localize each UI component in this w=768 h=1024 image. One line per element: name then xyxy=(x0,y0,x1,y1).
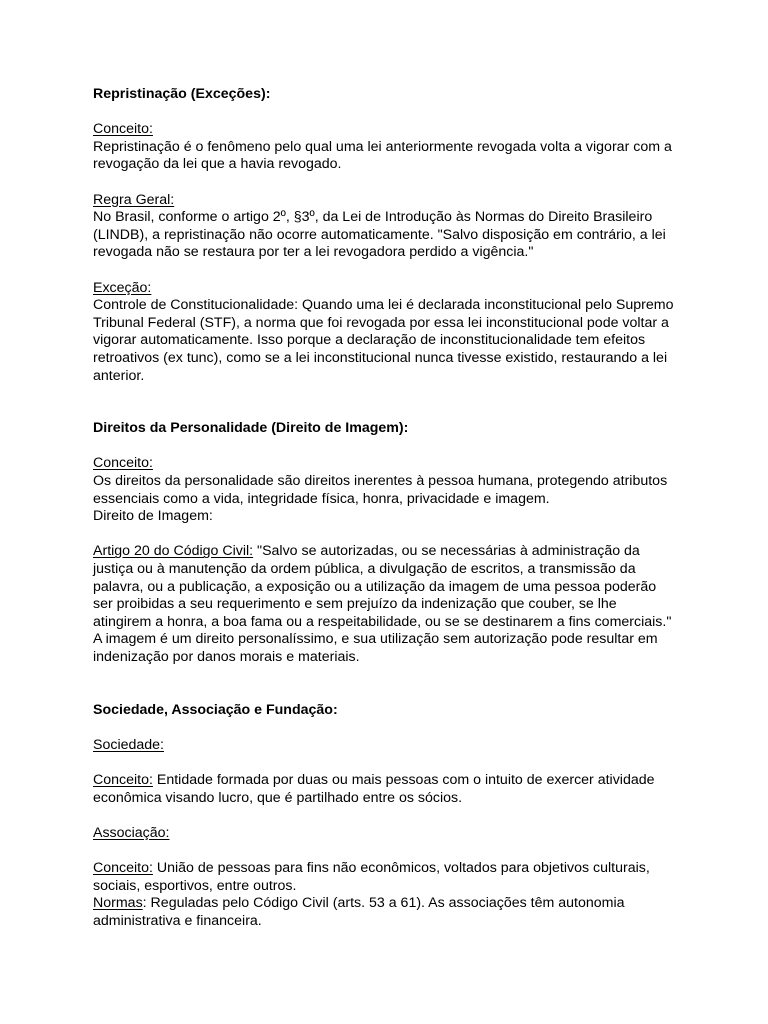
regra-geral-label: Regra Geral: xyxy=(93,191,175,208)
text-line: No Brasil, conforme o artigo 2º, §3º, da Lei de Introdução às Normas do Direito Brasileiro xyxy=(93,209,653,226)
text-line: econômica visando lucro, que é partilhado entre os sócios. xyxy=(93,789,463,806)
section-heading-sociedade-associacao-fundacao: Sociedade, Associação e Fundação: xyxy=(93,701,338,718)
text-line: retroativos (ex tunc), como se a lei inconstitucional nunca tivesse existido, restaurando a lei xyxy=(93,349,668,366)
text-line: administrativa e financeira. xyxy=(93,912,262,929)
normas-text: : Reguladas pelo Código Civil (arts. 53 a 61). As associações têm autonomia xyxy=(142,895,625,912)
text-line: palavra, ou a publicação, a exposição ou a utilização da imagem de uma pessoa poderão xyxy=(93,578,657,595)
text-line: indenização por danos morais e materiais. xyxy=(93,649,360,665)
normas-line xyxy=(93,895,673,913)
blank-line xyxy=(93,755,673,773)
text-line: essenciais como a vida, integridade física, honra, privacidade e imagem. xyxy=(93,490,550,507)
conceito-label: Conceito: xyxy=(93,121,153,138)
blank-line xyxy=(93,684,673,702)
text-line: sociais, esportivos, entre outros. xyxy=(93,877,297,894)
blank-line xyxy=(93,719,673,737)
text-line: Controle de Constitucionalidade: Quando uma lei é declarada inconstitucional pelo Supremo xyxy=(93,297,674,314)
artigo-20-text: "Salvo se autorizadas, ou se necessárias à administração da xyxy=(253,543,640,560)
document-body xyxy=(93,86,673,931)
excecao-label-line xyxy=(93,280,673,298)
text-line: A imagem é um direito personalíssimo, e sua utilização sem autorização pode resultar em xyxy=(93,631,658,648)
section-heading-direitos-personalidade: Direitos da Personalidade (Direito de Imagem): xyxy=(93,420,409,437)
artigo-20-label: Artigo 20 do Código Civil: xyxy=(93,543,254,560)
blank-line xyxy=(93,262,673,280)
text-line: Repristinação é o fenômeno pelo qual uma lei anteriormente revogada volta a vigorar com a xyxy=(93,138,672,155)
conceito-label: Conceito: xyxy=(93,860,153,877)
blank-line xyxy=(93,174,673,192)
text-line: atingirem a honra, a boa fama ou a respeitabilidade, ou se se destinarem a fins comerciais." xyxy=(93,613,672,630)
sociedade-label-line xyxy=(93,737,673,755)
normas-label: Normas xyxy=(93,895,143,912)
blank-line xyxy=(93,667,673,685)
text-line: Tribunal Federal (STF), a norma que foi revogada por essa lei inconstitucional pode voltar a xyxy=(93,314,669,331)
excecao-label: Exceção: xyxy=(93,279,152,296)
text-line: Os direitos da personalidade são direitos inerentes à pessoa humana, protegendo atributos xyxy=(93,473,668,490)
text-line: justiça ou à manutenção da ordem pública, a divulgação de escritos, a transmissão da xyxy=(93,561,636,578)
conceito-label-line xyxy=(93,455,673,473)
text-line: vigorar automaticamente. Isso porque a declaração de inconstitucionalidade tem efeitos xyxy=(93,332,646,349)
regra-geral-label-line xyxy=(93,192,673,210)
text-line: anterior. xyxy=(93,367,145,384)
text-line: ser proibidas a seu requerimento e sem prejuízo da indenização que couber, se lhe xyxy=(93,596,617,613)
blank-line xyxy=(93,403,673,421)
associacao-label: Associação: xyxy=(93,824,170,841)
sociedade-conceito-line xyxy=(93,772,673,790)
blank-line xyxy=(93,807,673,825)
section-heading-repristinacao: Repristinação (Exceções): xyxy=(93,86,271,102)
text-line: Direito de Imagem: xyxy=(93,508,213,525)
conceito-label: Conceito: xyxy=(93,455,153,472)
associacao-conceito-text: União de pessoas para fins não econômicos, voltados para objetivos culturais, xyxy=(152,860,650,877)
associacao-conceito-line xyxy=(93,860,673,878)
blank-line xyxy=(93,438,673,456)
text-line: revogada não se restaura por ter a lei revogadora perdido a vigência." xyxy=(93,244,534,261)
blank-line xyxy=(93,385,673,403)
blank-line xyxy=(93,843,673,861)
conceito-label: Conceito: xyxy=(93,772,153,789)
blank-line xyxy=(93,526,673,544)
text-line: (LINDB), a repristinação não ocorre automaticamente. "Salvo disposição em contrário, a lei xyxy=(93,226,666,243)
text-line: revogação da lei que a havia revogado. xyxy=(93,156,342,173)
blank-line xyxy=(93,104,673,122)
sociedade-conceito-text: Entidade formada por duas ou mais pessoas com o intuito de exercer atividade xyxy=(152,772,655,789)
artigo-20-line xyxy=(93,543,673,561)
conceito-label-line xyxy=(93,121,673,139)
associacao-label-line xyxy=(93,825,673,843)
sociedade-label: Sociedade: xyxy=(93,736,164,753)
